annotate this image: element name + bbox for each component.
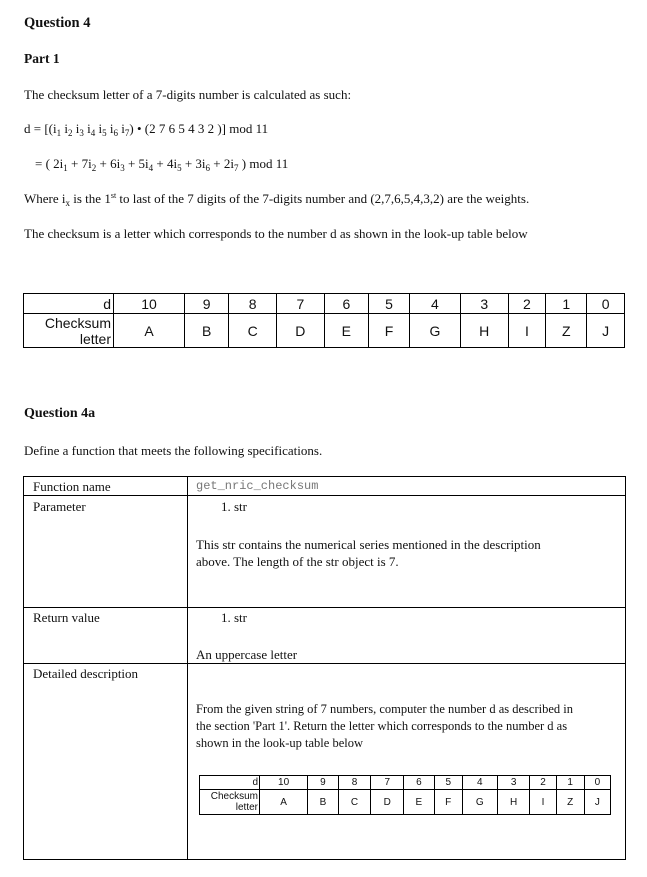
question-4a-title: Question 4a: [24, 406, 96, 421]
checksum-letter: J: [587, 314, 625, 348]
d-label: d: [200, 776, 260, 790]
checksum-letter: A: [114, 314, 185, 348]
function-name-label: Function name: [33, 479, 111, 494]
parameter-label: Parameter: [33, 499, 86, 514]
checksum-letter: Z: [556, 790, 584, 815]
function-name: get_nric_checksum: [196, 479, 319, 493]
d-value: 5: [434, 776, 462, 790]
checksum-letter: G: [462, 790, 497, 815]
row-divider: [24, 607, 625, 608]
formula1-prefix: d = [(: [24, 121, 53, 136]
formula1-term: $i_7$: [121, 121, 130, 138]
question-title: Question 4: [24, 15, 91, 31]
checksum-letter: C: [338, 790, 371, 815]
formula1-term: $i_6$: [109, 121, 118, 138]
checksum-label: Checksum letter: [24, 314, 114, 348]
d-value: 3: [497, 776, 530, 790]
formula1-term: $i_5$: [98, 121, 107, 138]
lookup-table-small: [199, 775, 611, 815]
return-value-label: Return value: [33, 610, 100, 625]
checksum-letter: B: [308, 790, 338, 815]
d-value: 9: [308, 776, 338, 790]
d-value: 3: [460, 294, 508, 314]
checksum-letter: I: [530, 790, 556, 815]
checksum-letter: C: [229, 314, 277, 348]
checksum-letter: Z: [546, 314, 587, 348]
parameter-desc: This str contains the numerical series mentioned in the description above. The length of the str object is 7.: [196, 537, 541, 569]
d-value: 9: [185, 294, 229, 314]
formula-line-2: = ( $2i_1 + 7i_2 + 6i_3 + 5i_4 + 4i_5 + 3i_6 + 2i_7$ ) mod 11: [35, 156, 289, 173]
checksum-letter: A: [260, 790, 308, 815]
d-value: 0: [584, 776, 610, 790]
formula1-term: $i_2$: [64, 121, 73, 138]
d-value: 8: [229, 294, 277, 314]
d-value: 7: [277, 294, 325, 314]
formula1-term: $i_4$: [87, 121, 96, 138]
checksum-label: Checksum letter: [200, 790, 260, 815]
part1-title: Part 1: [24, 51, 60, 66]
d-label: d: [24, 294, 114, 314]
column-divider: [187, 477, 188, 859]
d-value: 1: [556, 776, 584, 790]
checksum-letter: F: [434, 790, 462, 815]
d-value: 1: [546, 294, 587, 314]
checksum-letter: J: [584, 790, 610, 815]
d-value: 2: [530, 776, 556, 790]
checksum-letter: B: [185, 314, 229, 348]
return-desc: An uppercase letter: [196, 647, 298, 662]
checksum-letter: G: [409, 314, 460, 348]
d-value: 7: [371, 776, 404, 790]
checksum-letter: D: [277, 314, 325, 348]
formula1-term: $i_1$: [53, 121, 62, 138]
checksum-letter: F: [369, 314, 410, 348]
d-value: 5: [369, 294, 410, 314]
checksum-letter: E: [404, 790, 434, 815]
checksum-letter: H: [497, 790, 530, 815]
d-value: 6: [324, 294, 368, 314]
parameter-item: 1. str: [221, 499, 247, 514]
return-item: 1. str: [221, 610, 247, 625]
where-text: Where $i_x$ is the 1st to last of the 7 digits of the 7-digits number and (2,7,6,5,4,3,2) are the weights.: [24, 191, 530, 208]
d-value: 10: [260, 776, 308, 790]
lookup-intro: The checksum is a letter which corresponds to the number d as shown in the look-up table below: [24, 226, 528, 241]
d-value: 4: [409, 294, 460, 314]
d-value: 4: [462, 776, 497, 790]
row-divider: [24, 495, 625, 496]
checksum-letter: H: [460, 314, 508, 348]
d-value: 10: [114, 294, 185, 314]
lookup-table: [23, 293, 625, 348]
detailed-description-label: Detailed description: [33, 666, 139, 681]
d-value: 8: [338, 776, 371, 790]
part1-intro: The checksum letter of a 7-digits number is calculated as such:: [24, 87, 352, 102]
checksum-letter: I: [508, 314, 546, 348]
row-divider: [24, 663, 625, 664]
checksum-letter: E: [324, 314, 368, 348]
question-4a-intro: Define a function that meets the following specifications.: [24, 443, 323, 458]
detailed-description: From the given string of 7 numbers, computer the number d as described in the section 'Part 1'. Return the letter which corresponds to the number d as shown in the look-up table below: [196, 702, 574, 750]
d-value: 6: [404, 776, 434, 790]
formula-line-1: [24, 121, 268, 137]
d-value: 2: [508, 294, 546, 314]
checksum-letter: D: [371, 790, 404, 815]
formula1-middle: ) • (2 7 6 5 4 3 2 )] mod 11: [129, 121, 269, 136]
d-value: 0: [587, 294, 625, 314]
formula1-term: $i_3$: [75, 121, 84, 138]
